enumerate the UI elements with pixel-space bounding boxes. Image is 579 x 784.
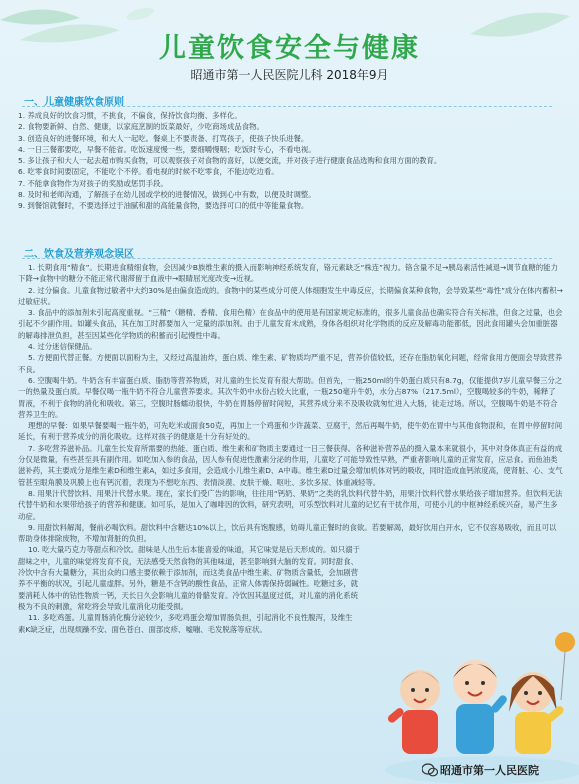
children-illustration-icon <box>365 620 579 784</box>
list-item: 9. 用甜饮料解渴，餐前必喝饮料。甜饮料中含糖达10%以上，饮后具有饱腹感，妨碍儿童正餐时的食欲。若要解渴，最好饮用白开水，它不仅容易吸收，而且可以帮助身体排除废物，不增加肾脏的负担。 <box>18 522 557 544</box>
watermark-text: 昭通市第一人民医院 <box>440 764 539 777</box>
list-item: 1. 长期食用“精食”。长期进食精细食物，会因减少B族维生素的摄入而影响神经系统发育，铬元素缺乏“株连”视力。铬含量不足→胰岛素活性减退→调节血糖的能力下降→食物中的糖分不能正常代谢滞留于血液中→眼睛屈光度改变→近视。 <box>18 263 558 284</box>
list-item: 8. 用果汁代替饮料、用果汁代替水果。现在，家长们受广告的影响，往往用“钙奶、果奶”之类的乳饮料代替牛奶，用果汁饮料代替水果给孩子增加营养。但饮料无法代替牛奶和水果带给孩子的营养和健康。如可乐，是加入了咖啡因的饮料，研究表明，可乐型饮料对儿童的记忆有干扰作用，可使小儿的中枢神经系统兴奋，易产生多动症。 <box>18 488 563 521</box>
list-item: 2. 过分偏食。儿童食物过敏者中大约30%是由偏食造成的。食物中的某些成分可使人体细胞发生中毒反应，长期偏食某种食物，会导致某些“毒性”成分在体内蓄积→过敏症状。 <box>18 285 563 306</box>
section-heading-misconceptions: 二、饮食及营养观念误区 <box>24 249 134 260</box>
list-item: 3. 食品中的添加剂未引起高度重视。“三精”（糖精、香精、食用色精）在食品中的使用是有国家规定标准的，很多儿童食品也确实符合有关标准，但食之过量，也会引起不少副作用。如罐头食品，其在加工时都要加入一定量的添加剂。由于儿童发育未成熟，身体各组织对化学物质的反应及解毒功能都低，因此食用罐头会加重脏器的解毒排泄负担，甚至因某些化学物质的积蓄而引起慢性中毒。 <box>18 308 563 340</box>
list-item: 5. 方便面代替正餐。方便面以面粉为主，又经过高温油炸，蛋白质、维生素、矿物质均严重不足，营养价值较低，还存在脂肪氧化问题，经常食用方便面会导致营养不良。 <box>18 353 563 374</box>
list-item: 10. 吃大量巧克力等甜点和冷饮。甜味是人出生后本能喜爱的味道，其它味觉是后天形成的。如只溺于甜味之中，儿童的味觉将发育不良，无法感受天然食物的其他味道，甚至影响到大脑的发育。同时甜食、冷饮中含有大量糖分，其出众的口感主要依赖于添加剂，而这类食品中维生素、矿物质含量低，会加剧营养不平衡的状况，引起儿童虚胖。另外，糖是不含钙的酸性食品，正常人体需保持弱碱性。吃糖过多，就要消耗人体中的钴性物质一钙，天长日久会影响儿童的骨骼发育。冷饮因其温度过低，对儿童的消化系统极为不良的刺激，常吃将会导致儿童消化功能受损。 <box>18 545 360 611</box>
page-subtitle: 昭通市第一人民医院儿科 2018年9月 <box>190 68 389 82</box>
page-title: 儿童饮食安全与健康 <box>159 33 420 64</box>
wechat-logo-icon <box>422 763 438 777</box>
list-item: 理想的早餐：如果早餐要喝一瓶牛奶，可先吃米或面食50克，再加上一个鸡蛋和少许蔬菜、豆腐干，然后再喝牛奶，使牛奶在胃中与其他食物混和，在胃中停留时间延长，有利于营养成分的消化吸收。这样对孩子的健康是十分有好处的。 <box>18 421 563 442</box>
list-item: 4. 过分迷信保健品。 <box>28 342 97 352</box>
list-item: 2. 食物要新鲜、自然、健康，以家庭烹制的饭菜最好，少吃商场成品食物。 <box>18 122 264 132</box>
list-item: 7. 不能拿食物作为对孩子的奖励或惩罚手段。 <box>18 178 168 188</box>
list-item: 11. 多吃鸡蛋。儿童胃肠消化酶分泌较少，多吃鸡蛋会增加胃肠负担，引起消化不良性腹泻，及维生素K缺乏症，出现烦躁不安、面色苍白、面部皮疹、嘘嘣、毛发脱落等症状。 <box>18 613 353 634</box>
list-item: 7. 多吃营养滋补品。儿童生长发育所需要的热能、蛋白质、维生素和矿物质主要通过一日三餐获得。各种滋补营养品的摄入量本来就很小，其中对身体真正有益的成分仅是微量，有些甚至具有副作用。如吃加入参的食品，因人参有促进性激素分泌的作用，儿童吃了可能导致性早熟，严重者影响儿童的正常发育，应忌食。而鱼油类滋补药，其主要成分是维生素D和维生素A，如过多食用，会造成小儿维生素D、A中毒。维生素D过量会增加机体对钙的吸收，同时造成血钙浓度高，使肾脏、心、支气管甚至眼角膜及巩膜上也有钙沉着，表现为不想吃东西、表情淡漠、皮肤干燥、呕吐、多饮多尿、体重减轻等。 <box>18 443 563 487</box>
section-heading-principles: 一、儿童健康饮食原则 <box>24 97 124 108</box>
section-divider <box>22 106 552 107</box>
list-item: 1. 养成良好的饮食习惯，不挑食，不偏食，保持饮食均衡、多样化。 <box>18 111 242 120</box>
list-item: 6. 吃零食时间要固定，不能吃个不停。看电视的时候不吃零食，不能边吃边看。 <box>18 167 279 177</box>
list-item: 4. 一日三餐都要吃，早餐不能省。吃饭速度慢一些，要细嚼慢咽；吃饭时专心，不看电视。 <box>18 144 316 154</box>
list-item: 5. 多让孩子和大人一起去超市购买食物，可以观察孩子对食物的喜好，以便交流，并对孩子进行健康食品选购和食用方面的教育。 <box>18 156 442 166</box>
list-item: 9. 到餐馆就餐时，不要选择过于油腻和甜的高能量食物，要选择可口的低中等能量食物。 <box>18 201 309 211</box>
section-divider <box>22 258 552 259</box>
list-item: 8. 及时和老师沟通，了解孩子在幼儿园或学校的进餐情况，做到心中有数，以便及时调整。 <box>18 190 316 200</box>
list-item: 3. 创造良好的进餐环境，和大人一起吃。餐桌上不要责备、打骂孩子，使孩子快乐进餐。 <box>18 133 309 143</box>
list-item: 6. 空腹喝牛奶。牛奶含有丰富蛋白质、脂肪等营养物质，对儿童的生长发育有很大帮助。但首先，一瓶250ml的牛奶蛋白质只有8.7g，仅能提供7岁儿童早餐三分之一的热量及蛋白质。早餐仅喝一瓶牛奶不符合儿童营养要求。其次牛奶中水份占较大比重，一瓶250毫升牛奶，水分占87%（217.5ml），空腹喝较多的牛奶，稀释了胃液，不利于食物的消化和吸收。第三，空腹时肠蠕动很快，牛奶在胃肠停留时间短，其营养成分来不及吸收就匆忙进入大肠，徒走过场。所以，空腹喝牛奶是不符合营养卫生的。 <box>18 375 563 419</box>
section-misconceptions-body <box>18 262 563 635</box>
section-principles-body <box>18 110 560 212</box>
